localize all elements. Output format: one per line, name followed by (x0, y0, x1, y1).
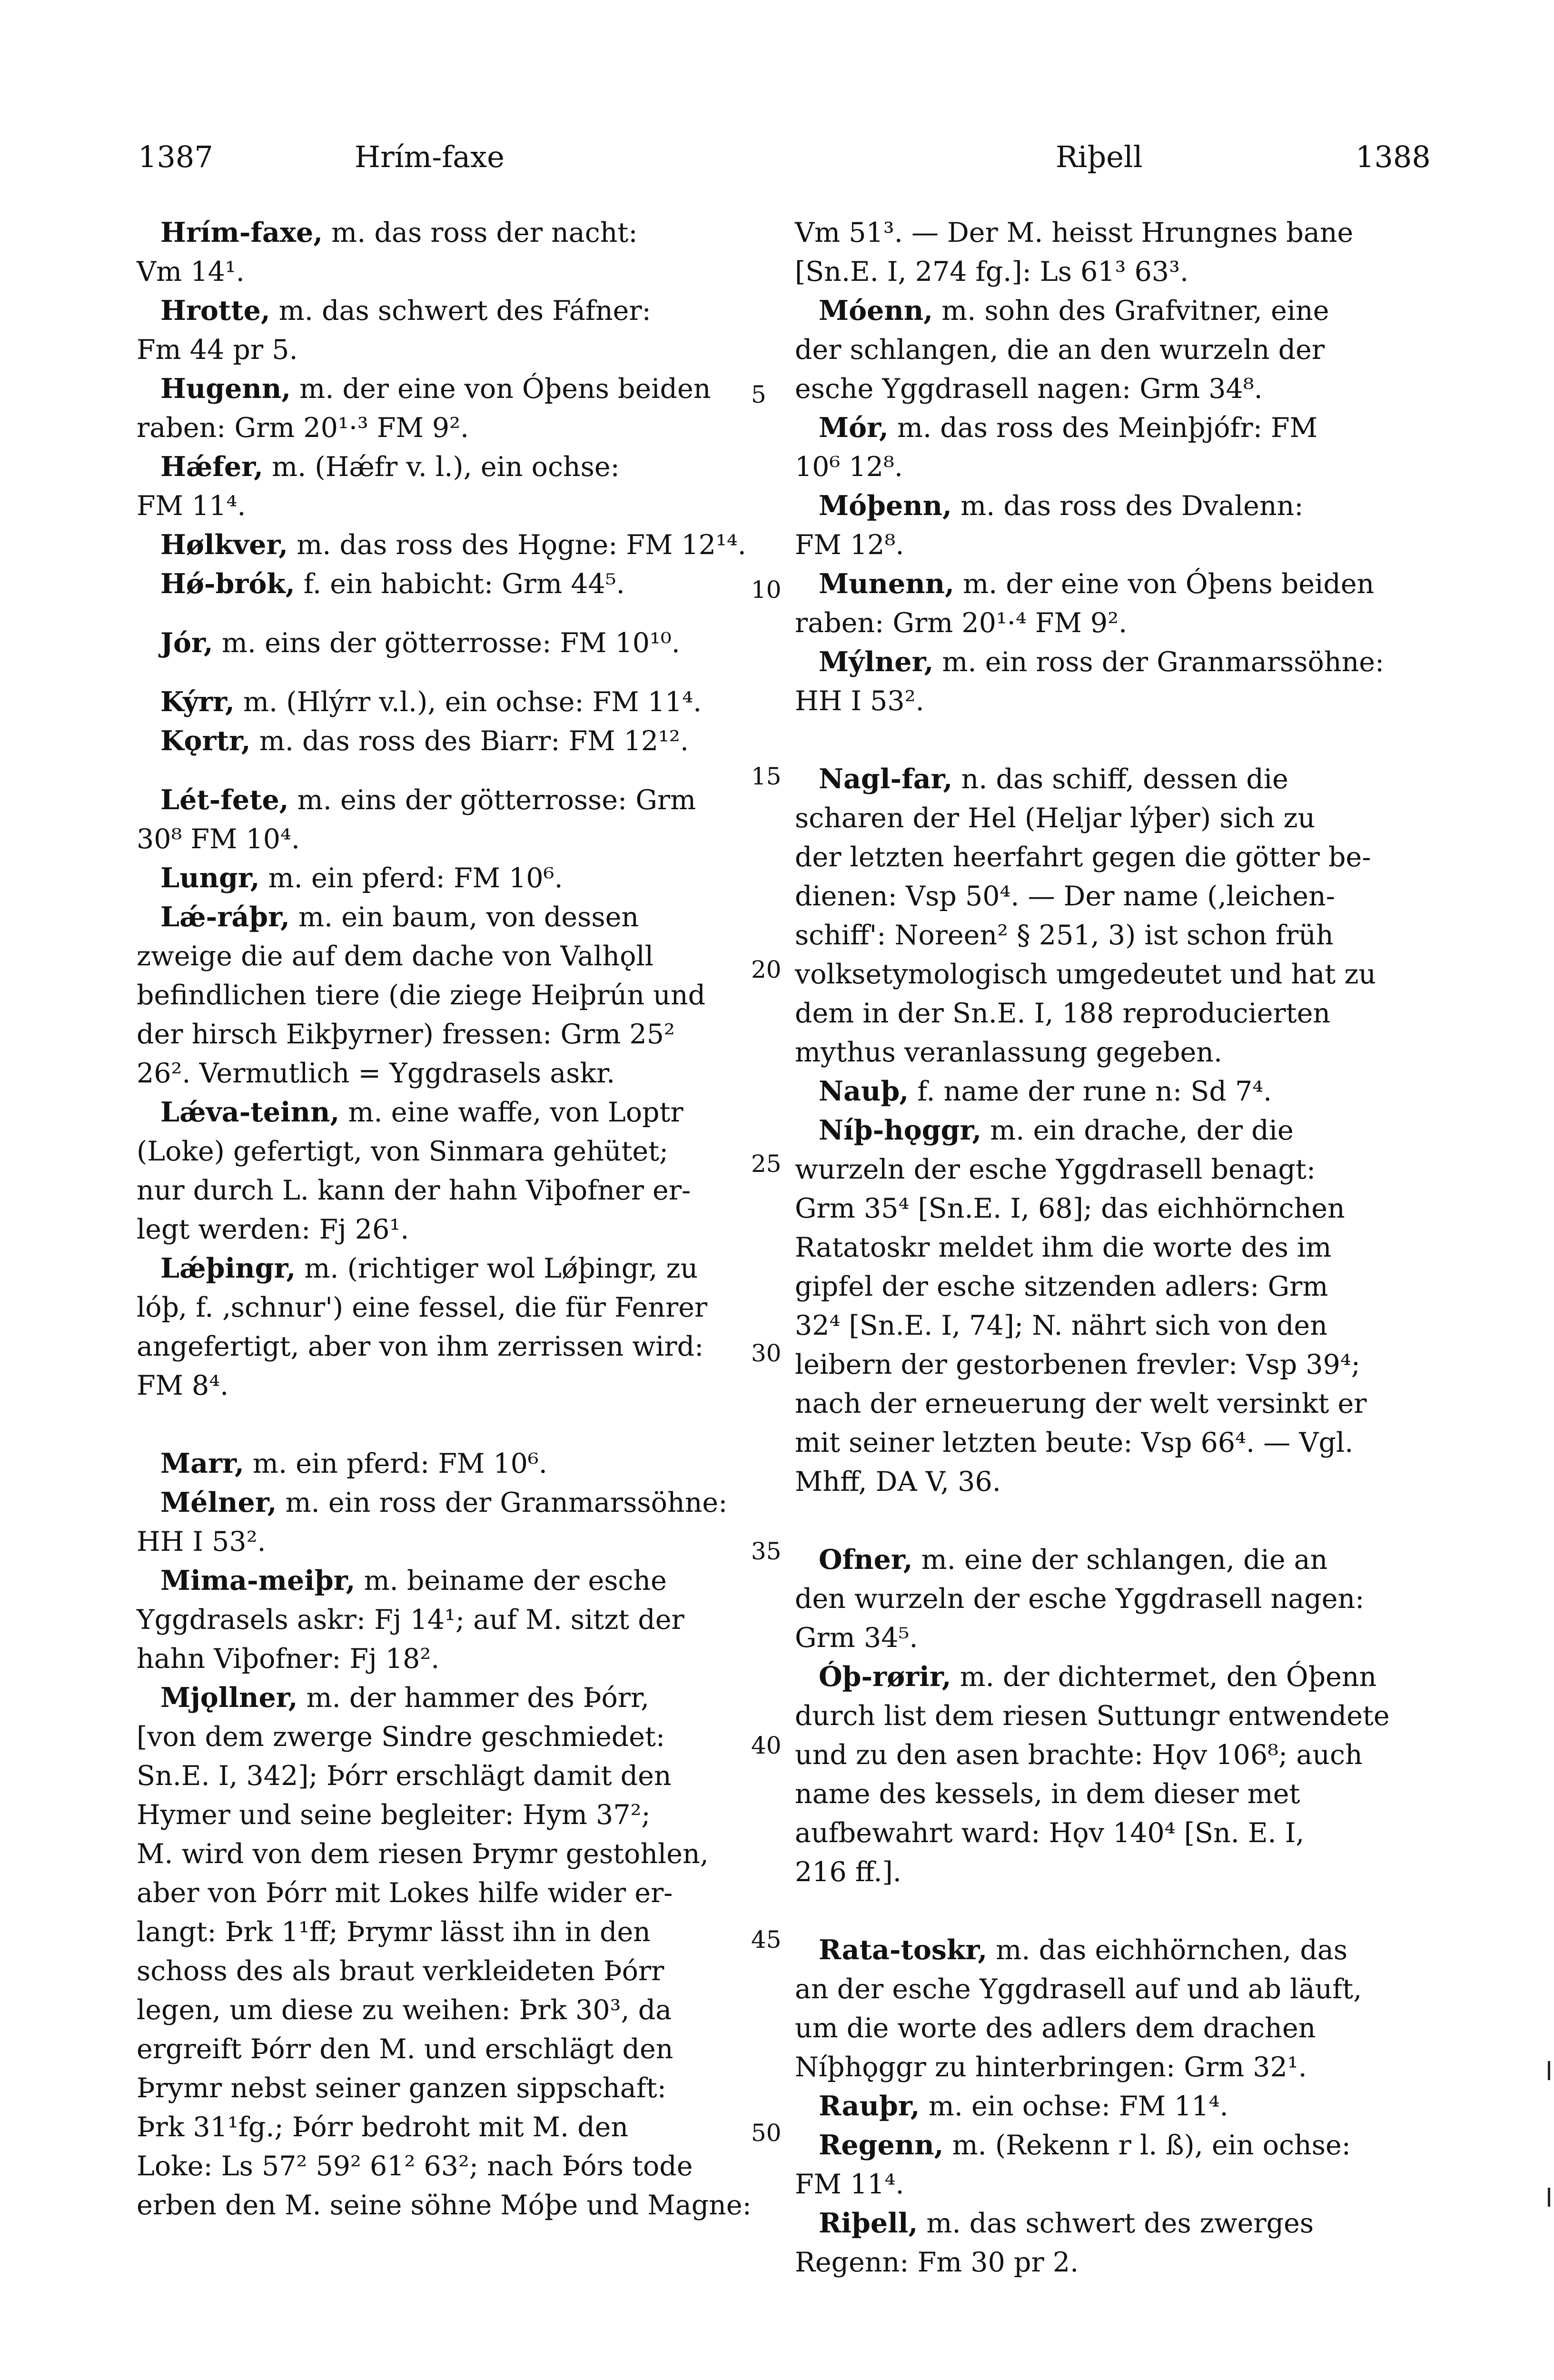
entry-text: befindlichen tiere (die ziege Heiþrún und (137, 980, 706, 1011)
text-line (795, 486, 1416, 526)
text-line (137, 722, 758, 781)
headword: Hǽfer, (160, 451, 263, 483)
entry-text: FM 11⁴. (137, 490, 246, 522)
entry-text: M. wird von dem riesen Þrymr gestohlen, (137, 1838, 709, 1870)
text-line (137, 683, 758, 722)
margin-mark (1548, 2188, 1550, 2207)
headword: Kǫrtr, (160, 725, 251, 757)
entry-text: 30⁸ FM 10⁴. (137, 823, 300, 855)
text-line (137, 1015, 758, 1054)
text-line (795, 1150, 1416, 1189)
text-line (137, 1132, 758, 1171)
text-line (795, 1540, 1416, 1579)
entry-text: Sn.E. I, 342]; Þórr erschlägt damit den (137, 1760, 672, 1792)
text-line (795, 2243, 1416, 2282)
text-line (795, 1345, 1416, 1384)
text-line (137, 1678, 758, 1717)
entry-text: nach der erneuerung der welt versinkt er (795, 1388, 1367, 1419)
text-line (137, 2108, 758, 2147)
text-line (137, 1093, 758, 1132)
text-line (795, 1462, 1416, 1540)
text-line (795, 1306, 1416, 1345)
entry-text: m. (Hǽfr v. l.), ein ochse: (263, 451, 620, 483)
headword: Riþell, (819, 2207, 918, 2239)
entry-text: gipfel der esche sitzenden adlers: Grm (795, 1271, 1328, 1302)
entry-text: aufbewahrt ward: Hǫv 140⁴ [Sn. E. I, (795, 1817, 1305, 1849)
headword: Regenn, (819, 2129, 944, 2161)
text-line (137, 2030, 758, 2069)
entry-text: zweige die auf dem dache von Valhǫll (137, 941, 653, 972)
text-line (137, 369, 758, 408)
entry-text: leibern der gestorbenen frevler: Vsp 39⁴; (795, 1349, 1360, 1380)
text-line (137, 447, 758, 486)
entry-text: m. eine waffe, von Loptr (339, 1097, 683, 1128)
entry-text: langt: Þrk 1¹ff; Þrymr lässt ihn in den (137, 1916, 651, 1948)
headword: Óþ-rørir, (819, 1661, 951, 1693)
entry-text: m. (Hlýrr v.l.), ein ochse: FM 11⁴. (234, 686, 702, 718)
headword: Ofner, (819, 1544, 913, 1576)
entry-text: HH I 53². (795, 685, 924, 717)
entry-text: m. das ross des Biarr: FM 12¹². (250, 725, 689, 757)
entry-text: [von dem zwerge Sindre geschmiedet: (137, 1721, 665, 1753)
right-column (795, 213, 1416, 2282)
entry-text: m. das ross des Hǫgne: FM 12¹⁴. (288, 529, 746, 561)
text-line (137, 1717, 758, 1756)
text-line (795, 1189, 1416, 1228)
entry-text: wurzeln der esche Yggdrasell benagt: (795, 1154, 1316, 1185)
text-line (137, 781, 758, 820)
text-line (795, 526, 1416, 565)
text-line (795, 1033, 1416, 1072)
text-line (137, 486, 758, 526)
entry-text: Ratatoskr meldet ihm die worte des im (795, 1232, 1332, 1263)
headword: Nagl-far, (819, 763, 953, 795)
headword: Rauþr, (819, 2090, 920, 2122)
text-line (137, 937, 758, 976)
text-line (795, 2165, 1416, 2204)
text-line (795, 838, 1416, 877)
line-number: 40 (751, 1732, 782, 1759)
left-column (137, 213, 758, 2225)
entry-text: Grm 35⁴ [Sn.E. I, 68]; das eichhörnchen (795, 1193, 1345, 1224)
line-number: 10 (751, 576, 782, 604)
text-line (795, 2087, 1416, 2126)
text-line (795, 916, 1416, 955)
text-line (137, 526, 758, 565)
entry-text: m. das eichhörnchen, das (987, 1934, 1348, 1966)
entry-text: m. der dichtermet, den Óþenn (951, 1661, 1377, 1693)
text-line (795, 1579, 1416, 1618)
headword: Lungr, (160, 862, 260, 894)
text-line (137, 1913, 758, 1952)
headword: Móþenn, (819, 490, 952, 522)
entry-text: mythus veranlassung gegeben. (795, 1037, 1223, 1068)
headword: Mjǫllner, (160, 1682, 298, 1714)
entry-text: dienen: Vsp 50⁴. — Der name (‚leichen- (795, 881, 1335, 912)
entry-text: m. (Rekenn r l. ß), ein ochse: (943, 2130, 1351, 2161)
line-number: 30 (751, 1339, 782, 1367)
entry-text: angefertigt, aber von ihm zerrissen wird: (137, 1331, 704, 1362)
entry-text: schoss des als braut verkleideten Þórr (137, 1955, 664, 1987)
entry-text: f. ein habicht: Grm 44⁵. (295, 568, 625, 600)
headword: Mór, (819, 412, 889, 444)
entry-text: der schlangen, die an den wurzeln der (795, 334, 1325, 366)
entry-text: Fm 44 pr 5. (137, 334, 298, 366)
text-line (795, 682, 1416, 760)
entry-text: aber von Þórr mit Lokes hilfe wider er- (137, 1877, 673, 1909)
text-line (795, 1267, 1416, 1306)
headword: Rata-toskr, (819, 1934, 988, 1966)
text-line (795, 604, 1416, 643)
entry-text: name des kessels, in dem dieser met (795, 1778, 1300, 1810)
text-line (795, 565, 1416, 604)
headword: Níþ-hǫggr, (819, 1114, 982, 1146)
text-line (137, 1874, 758, 1913)
entry-text: hahn Viþofner: Fj 18². (137, 1643, 440, 1675)
entry-text: Þrk 31¹fg.; Þórr bedroht mit M. den (137, 2112, 629, 2143)
entry-text: durch list dem riesen Suttungr entwendete (795, 1700, 1390, 1732)
page-number-left: 1387 (138, 139, 213, 174)
entry-text: Mhff, DA V, 36. (795, 1466, 1001, 1497)
text-line (137, 1210, 758, 1249)
text-line (795, 2009, 1416, 2048)
text-line (137, 1054, 758, 1093)
entry-text: m. ein ross der Granmarssöhne: (933, 646, 1385, 678)
entry-text: m. ein ochse: FM 11⁴. (920, 2091, 1228, 2122)
text-line (795, 408, 1416, 447)
entry-text: m. eins der götterrosse: FM 10¹⁰. (213, 627, 680, 659)
text-line (137, 1600, 758, 1639)
headword: Nauþ, (819, 1075, 909, 1107)
headword: Lét-fete, (160, 784, 289, 816)
entry-text: m. das schwert des Fáfner: (270, 295, 651, 327)
entry-text: Grm 34⁵. (795, 1622, 918, 1654)
entry-text: schiff': Noreen² § 251, 3) ist schon früh (795, 920, 1334, 951)
text-line (795, 1423, 1416, 1462)
text-line (795, 1228, 1416, 1267)
entry-text: der letzten heerfahrt gegen die götter be- (795, 842, 1371, 873)
margin-mark (1548, 2061, 1550, 2080)
entry-text: Loke: Ls 57² 59² 61² 63²; nach Þórs tode (137, 2151, 693, 2182)
text-line (795, 1696, 1416, 1735)
entry-text: an der esche Yggdrasell auf und ab läuft, (795, 1973, 1362, 2005)
text-line (795, 877, 1416, 916)
text-line (795, 1657, 1416, 1696)
entry-text: raben: Grm 20¹·⁴ FM 9². (795, 607, 1128, 639)
headword: Mýlner, (819, 646, 934, 678)
text-line (137, 1561, 758, 1600)
text-line (137, 1639, 758, 1678)
text-line (137, 1756, 758, 1795)
text-line (795, 330, 1416, 369)
entry-text: m. das ross des Dvalenn: (951, 490, 1304, 522)
headword: Marr, (160, 1448, 244, 1479)
text-line (137, 213, 758, 252)
text-line (137, 291, 758, 330)
entry-text: FM 11⁴. (795, 2169, 904, 2200)
entry-text: dem in der Sn.E. I, 188 reproducierten (795, 998, 1331, 1029)
text-line (137, 1288, 758, 1327)
entry-text: Þrymr nebst seiner ganzen sippschaft: (137, 2073, 666, 2104)
entry-text: und zu den asen brachte: Hǫv 106⁸; auch (795, 1739, 1363, 1771)
running-head-right: Riþell (1056, 139, 1143, 174)
text-line (795, 1072, 1416, 1111)
text-line (137, 1991, 758, 2030)
page-number-right: 1388 (1356, 139, 1431, 174)
text-line (137, 820, 758, 859)
running-head-left: Hrím-faxe (355, 139, 505, 174)
entry-text: m. ein ross der Granmarssöhne: (277, 1487, 728, 1518)
entry-text: lóþ, f. ‚schnur') eine fessel, die für Fenrer (137, 1292, 708, 1323)
text-line (137, 2147, 758, 2186)
text-line (137, 859, 758, 898)
headword: Hrím-faxe, (160, 217, 323, 248)
entry-text: Vm 51³. — Der M. heisst Hrungnes bane (795, 217, 1354, 248)
text-line (795, 643, 1416, 682)
entry-text: m. ein pferd: FM 10⁶. (244, 1448, 547, 1479)
entry-text: m. der hammer des Þórr, (297, 1682, 650, 1714)
text-line (795, 2048, 1416, 2087)
line-number: 50 (751, 2119, 782, 2147)
entry-text: m. das schwert des zwerges (918, 2208, 1314, 2239)
text-line (795, 1618, 1416, 1657)
entry-text: esche Yggdrasell nagen: Grm 34⁸. (795, 373, 1263, 405)
line-number: 15 (751, 763, 782, 790)
line-number: 35 (751, 1537, 782, 1565)
text-line (137, 565, 758, 624)
headword: Munenn, (819, 568, 954, 600)
text-line (795, 1931, 1416, 1970)
text-line (795, 1111, 1416, 1150)
entry-text: den wurzeln der esche Yggdrasell nagen: (795, 1583, 1365, 1615)
entry-text: legen, um diese zu weihen: Þrk 30³, da (137, 1994, 672, 2026)
text-line (795, 1970, 1416, 2009)
text-line (795, 955, 1416, 994)
entry-text: (Loke) gefertigt, von Sinmara gehütet; (137, 1136, 669, 1167)
text-line (137, 976, 758, 1015)
entry-text: Yggdrasels askr: Fj 14¹; auf M. sitzt der (137, 1604, 684, 1636)
text-line (137, 330, 758, 369)
text-line (795, 291, 1416, 330)
text-line (137, 408, 758, 447)
entry-text: m. der eine von Óþens beiden (291, 373, 711, 405)
text-line (795, 1384, 1416, 1423)
entry-text: m. ein pferd: FM 10⁶. (259, 863, 563, 894)
entry-text: legt werden: Fj 26¹. (137, 1214, 409, 1245)
entry-text: m. (richtiger wol Lǿþingr, zu (296, 1253, 698, 1284)
line-number: 45 (751, 1926, 782, 1954)
entry-text: mit seiner letzten beute: Vsp 66⁴. — Vgl. (795, 1427, 1354, 1458)
text-line (137, 1249, 758, 1288)
headword: Jór, (160, 627, 213, 659)
text-line (137, 2069, 758, 2108)
headword: Mélner, (160, 1487, 277, 1518)
text-line (795, 2204, 1416, 2243)
headword: Lǽva-teinn, (160, 1096, 340, 1128)
text-line (137, 1952, 758, 1991)
text-line (795, 1853, 1416, 1931)
headword: Lǽ-ráþr, (160, 901, 290, 933)
entry-text: FM 8⁴. (137, 1370, 229, 1401)
text-line (137, 1522, 758, 1561)
entry-text: m. das ross der nacht: (323, 217, 638, 248)
entry-text: m. ein drache, der die (981, 1115, 1294, 1146)
entry-text: [Sn.E. I, 274 fg.]: Ls 61³ 63³. (795, 256, 1189, 288)
text-line (137, 1366, 758, 1444)
entry-text: 10⁶ 12⁸. (795, 451, 903, 483)
text-line (137, 1171, 758, 1210)
entry-text: m. beiname der esche (355, 1565, 667, 1597)
entry-text: m. das ross des Meinþjófr: FM (888, 412, 1317, 444)
entry-text: HH I 53². (137, 1526, 266, 1557)
headword: Hǿ-brók, (160, 568, 295, 600)
text-line (795, 1775, 1416, 1814)
entry-text: raben: Grm 20¹·³ FM 9². (137, 412, 469, 444)
headword: Hugenn, (160, 373, 291, 405)
headword: Mima-meiþr, (160, 1565, 356, 1597)
entry-text: m. ein baum, von dessen (289, 902, 639, 933)
text-line (795, 760, 1416, 799)
text-line (795, 1814, 1416, 1853)
text-line (795, 799, 1416, 838)
line-number: 20 (751, 956, 782, 983)
entry-text: ergreift Þórr den M. und erschlägt den (137, 2033, 673, 2065)
text-line (137, 898, 758, 937)
text-line (137, 1795, 758, 1835)
text-line (795, 1735, 1416, 1775)
text-line (137, 1444, 758, 1483)
entry-text: n. das schiff, dessen die (952, 764, 1288, 795)
headword: Hrotte, (160, 295, 270, 327)
headword: Móenn, (819, 295, 933, 327)
entry-text: m. eins der götterrosse: Grm (288, 784, 696, 816)
entry-text: 216 ff.]. (795, 1856, 901, 1888)
text-line (795, 994, 1416, 1033)
entry-text: FM 12⁸. (795, 529, 904, 561)
entry-text: f. name der rune n: Sd 7⁴. (909, 1076, 1272, 1107)
text-line (137, 1835, 758, 1874)
entry-text: 26². Vermutlich = Yggdrasels askr. (137, 1058, 615, 1089)
text-line (137, 624, 758, 683)
text-line (795, 2126, 1416, 2165)
text-line (137, 1483, 758, 1522)
text-line (137, 1327, 758, 1366)
entry-text: Vm 14¹. (137, 256, 245, 288)
headword: Kýrr, (160, 686, 235, 718)
entry-text: nur durch L. kann der hahn Viþofner er- (137, 1175, 691, 1206)
entry-text: m. sohn des Grafvitner, eine (933, 295, 1329, 327)
entry-text: volksetymologisch umgedeutet und hat zu (795, 959, 1376, 990)
entry-text: erben den M. seine söhne Móþe und Magne: (137, 2190, 752, 2221)
headword: Hølkver, (160, 529, 288, 561)
entry-text: m. eine der schlangen, die an (912, 1544, 1328, 1576)
line-number: 25 (751, 1150, 782, 1178)
text-line (795, 213, 1416, 252)
text-line (795, 369, 1416, 408)
entry-text: Hymer und seine begleiter: Hym 37²; (137, 1799, 651, 1831)
text-line (795, 447, 1416, 486)
entry-text: m. der eine von Óþens beiden (954, 568, 1375, 600)
text-line (137, 252, 758, 291)
entry-text: um die worte des adlers dem drachen (795, 2013, 1316, 2044)
text-line (137, 2186, 758, 2225)
entry-text: Regenn: Fm 30 pr 2. (795, 2247, 1079, 2278)
text-line (795, 252, 1416, 291)
line-number: 5 (751, 381, 766, 408)
entry-text: Níþhǫggr zu hinterbringen: Grm 32¹. (795, 2052, 1307, 2083)
headword: Lǽþingr, (160, 1252, 296, 1284)
entry-text: 32⁴ [Sn.E. I, 74]; N. nährt sich von den (795, 1310, 1327, 1341)
entry-text: der hirsch Eikþyrner) fressen: Grm 25² (137, 1019, 675, 1050)
entry-text: scharen der Hel (Heljar lýþer) sich zu (795, 803, 1316, 834)
